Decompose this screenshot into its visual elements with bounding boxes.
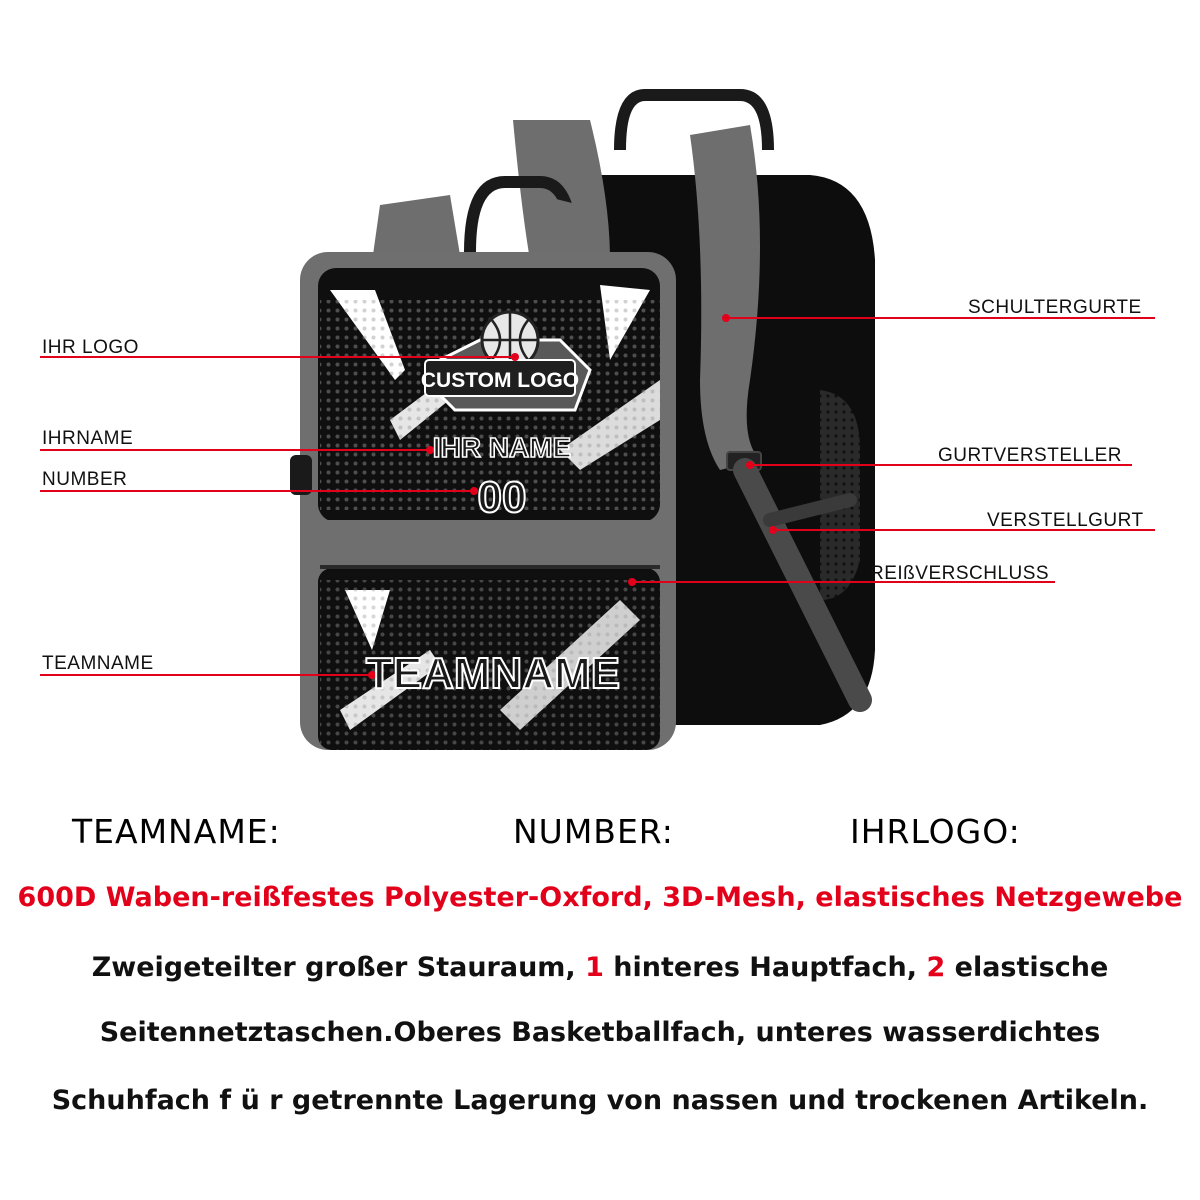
print-teamname: TEAMNAME <box>365 649 621 698</box>
material-spec: 600D Waben-reißfestes Polyester-Oxford, 3D-Mesh, elastisches Netzgewebe <box>17 882 1183 913</box>
description-line-1 <box>0 952 1200 983</box>
description-count-2: 2 <box>926 952 946 983</box>
print-number: 00 <box>477 473 527 522</box>
callout-schultergurte: SCHULTERGURTE <box>968 297 1142 318</box>
callout-teamname: TEAMNAME <box>42 653 154 674</box>
field-label-teamname: TEAMNAME: <box>72 812 281 851</box>
callout-ihr-logo: IHR LOGO <box>42 337 139 358</box>
description-line-2: Seitennetztaschen.Oberes Basketballfach, unteres wasserdichtes <box>99 1017 1101 1048</box>
print-ihr-name: IHR NAME <box>432 432 572 463</box>
description-text-b: hinteres Hauptfach, <box>603 952 927 983</box>
callout-gurtversteller: GURTVERSTELLER <box>938 445 1123 466</box>
print-custom-logo: CUSTOM LOGO <box>420 369 580 392</box>
callout-ihrname: IHRNAME <box>42 428 134 449</box>
description-count-1: 1 <box>585 952 604 983</box>
field-label-ihrlogo: IHRLOGO: <box>850 812 1021 851</box>
field-label-number: NUMBER: <box>513 812 674 851</box>
callout-number: NUMBER <box>42 469 128 490</box>
description-text-a: Zweigeteilter großer Stauraum, <box>91 952 586 983</box>
callout-verstellgurt: VERSTELLGURT <box>987 510 1144 531</box>
callout-reissverschluss: REIßVERSCHLUSS <box>870 563 1050 584</box>
description-line-3: Schuhfach f ü r getrennte Lagerung von nassen und trockenen Artikeln. <box>51 1085 1149 1116</box>
description-text-c: elastische <box>945 952 1109 983</box>
